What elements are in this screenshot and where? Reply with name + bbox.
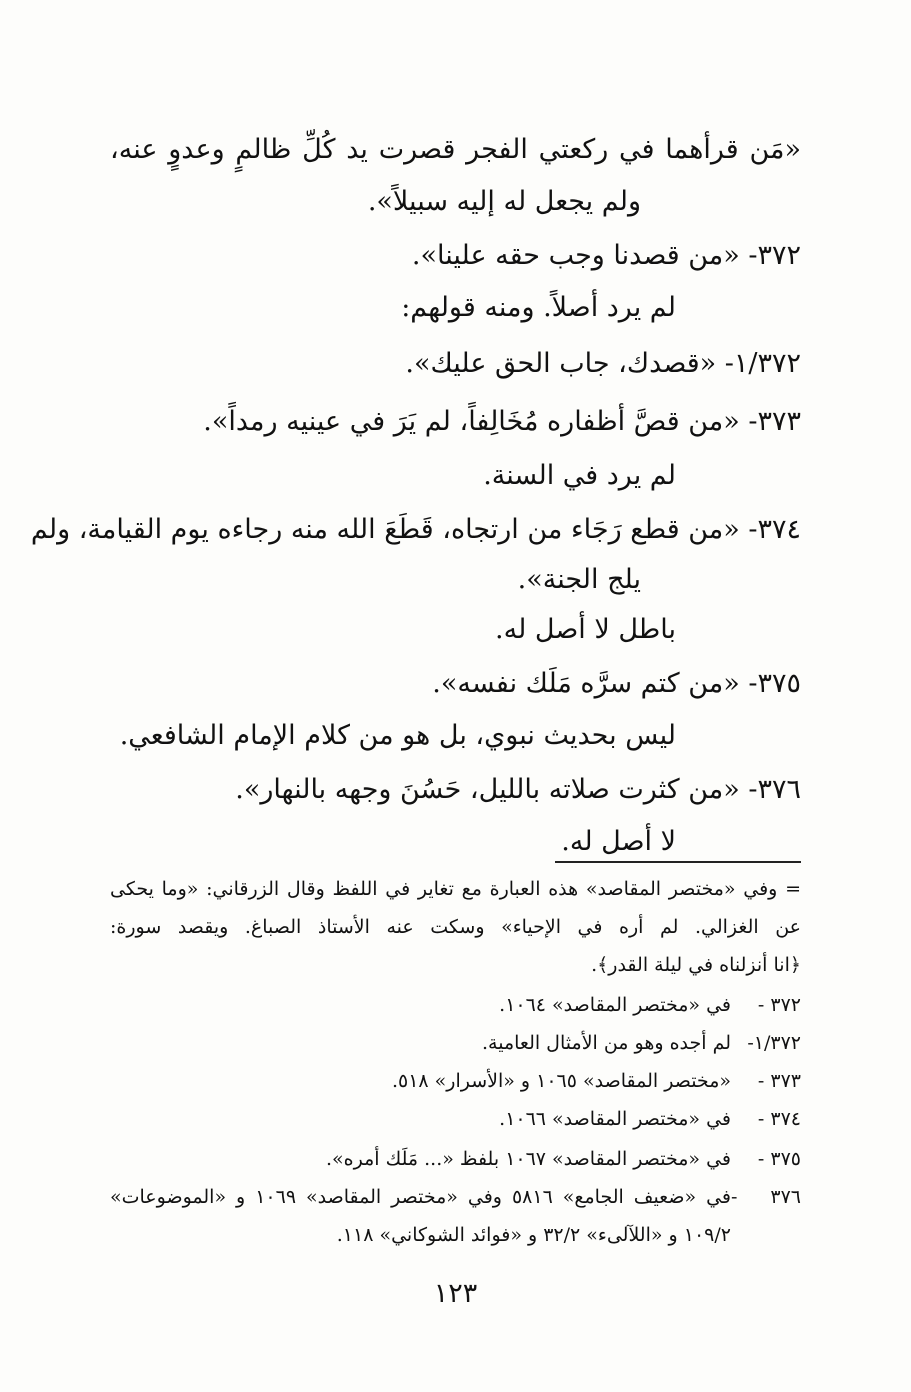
entry-373-comment	[110, 458, 801, 494]
footnote-374	[110, 1104, 801, 1134]
footnote-continuation-line-1	[110, 874, 801, 904]
footnote-375	[110, 1144, 801, 1174]
entry-373	[110, 404, 801, 440]
footnote-text: في «مختصر المقاصد» ١٠٦٦.	[499, 1108, 731, 1130]
footnote-376	[110, 1182, 801, 1212]
entry-372-comment	[110, 290, 801, 326]
entry-number: ١/٣٧٢-	[724, 348, 801, 379]
entry-comment: باطل لا أصل له.	[495, 614, 676, 645]
footnote-text: ١٠٩/٢ و «اللآلىء» ٣٢/٢ و «فوائد الشوكاني» ١١٨.	[336, 1224, 731, 1246]
entry-comment: لم يرد أصلاً. ومنه قولهم:	[401, 292, 676, 323]
footnote-373	[110, 1066, 801, 1096]
quote-line-1	[110, 132, 801, 168]
footnote-372-1	[110, 1028, 801, 1058]
footnote-number: ١/٣٧٢-	[747, 1032, 801, 1054]
entry-text: «من كتم سرَّه مَلَك نفسه».	[432, 668, 740, 699]
entry-text: «من كثرت صلاته بالليل، حَسُنَ وجهه بالنهار».	[235, 774, 740, 805]
entry-376-comment	[110, 824, 801, 860]
entry-376	[110, 772, 801, 808]
entry-number: ٣٧٦-	[748, 774, 801, 805]
footnote-text: عن الغزالي. لم أره في الإحياء» وسكت عنه الأستاذ الصباغ. ويقصد سورة:	[110, 916, 801, 938]
page-number: ١٢٣	[433, 1278, 478, 1309]
entry-374-cont	[110, 562, 801, 598]
footnote-376-cont	[110, 1220, 801, 1250]
footnote-number: ٣٧٦ -	[731, 1186, 801, 1208]
entry-number: ٣٧٤-	[748, 514, 801, 545]
footnote-number: ٣٧٥ -	[757, 1148, 801, 1170]
footnote-continuation-line-3	[110, 950, 801, 980]
entry-number: ٣٧٣-	[748, 406, 801, 437]
entry-text: «من قطع رَجَاء من ارتجاه، قَطَعَ الله منه رجاءه يوم القيامة، ولم	[30, 514, 740, 545]
entry-text: يلج الجنة».	[517, 564, 641, 595]
entry-comment: لا أصل له.	[561, 826, 676, 857]
entry-374	[30, 512, 801, 548]
entry-375-comment	[110, 718, 801, 754]
entry-comment: لم يرد في السنة.	[483, 460, 676, 491]
footnote-number: ٣٧٣ -	[757, 1070, 801, 1092]
footnote-text: «مختصر المقاصد» ١٠٦٥ و «الأسرار» ٥١٨.	[391, 1070, 731, 1092]
quote-line-2	[110, 184, 801, 220]
footnote-text: في «ضعيف الجامع» ٥٨١٦ وفي «مختصر المقاصد» ١٠٦٩ و «الموضوعات»	[110, 1186, 731, 1208]
footnote-text: لم أجده وهو من الأمثال العامية.	[481, 1032, 731, 1054]
footnote-number: ٣٧٢ -	[757, 994, 801, 1016]
footnote-text: ﴿انا أنزلناه في ليلة القدر﴾.	[591, 954, 801, 976]
entry-375	[110, 666, 801, 702]
entry-text: «من قصَّ أظفاره مُخَالِفاً، لم يَرَ في عينيه رمداً».	[203, 406, 740, 437]
footnote-number: ٣٧٤ -	[757, 1108, 801, 1130]
entry-372-1	[110, 346, 801, 382]
entry-number: ٣٧٢-	[748, 240, 801, 271]
entry-number: ٣٧٥-	[748, 668, 801, 699]
footnote-continuation-line-2	[110, 912, 801, 942]
footnote-text: في «مختصر المقاصد» ١٠٦٧ بلفظ «... مَلَك أمره».	[326, 1148, 731, 1170]
footnote-text: = وفي «مختصر المقاصد» هذه العبارة مع تغاير في اللفظ وقال الزرقاني: «وما يحكى	[110, 878, 802, 900]
quote-text: ولم يجعل له إليه سبيلاً».	[367, 186, 641, 217]
footnote-text: في «مختصر المقاصد» ١٠٦٤.	[499, 994, 731, 1016]
footnote-372	[110, 990, 801, 1020]
quote-text: «مَن قرأهما في ركعتي الفجر قصرت يد كُلِّ ظالمٍ وعدوٍ عنه،	[110, 134, 801, 165]
entry-text: «من قصدنا وجب حقه علينا».	[411, 240, 740, 271]
footnote-divider	[555, 861, 801, 863]
entry-374-comment	[110, 612, 801, 648]
entry-text: «قصدك، جاب الحق عليك».	[405, 348, 717, 379]
entry-comment: ليس بحديث نبوي، بل هو من كلام الإمام الشافعي.	[119, 720, 676, 751]
entry-372	[110, 238, 801, 274]
